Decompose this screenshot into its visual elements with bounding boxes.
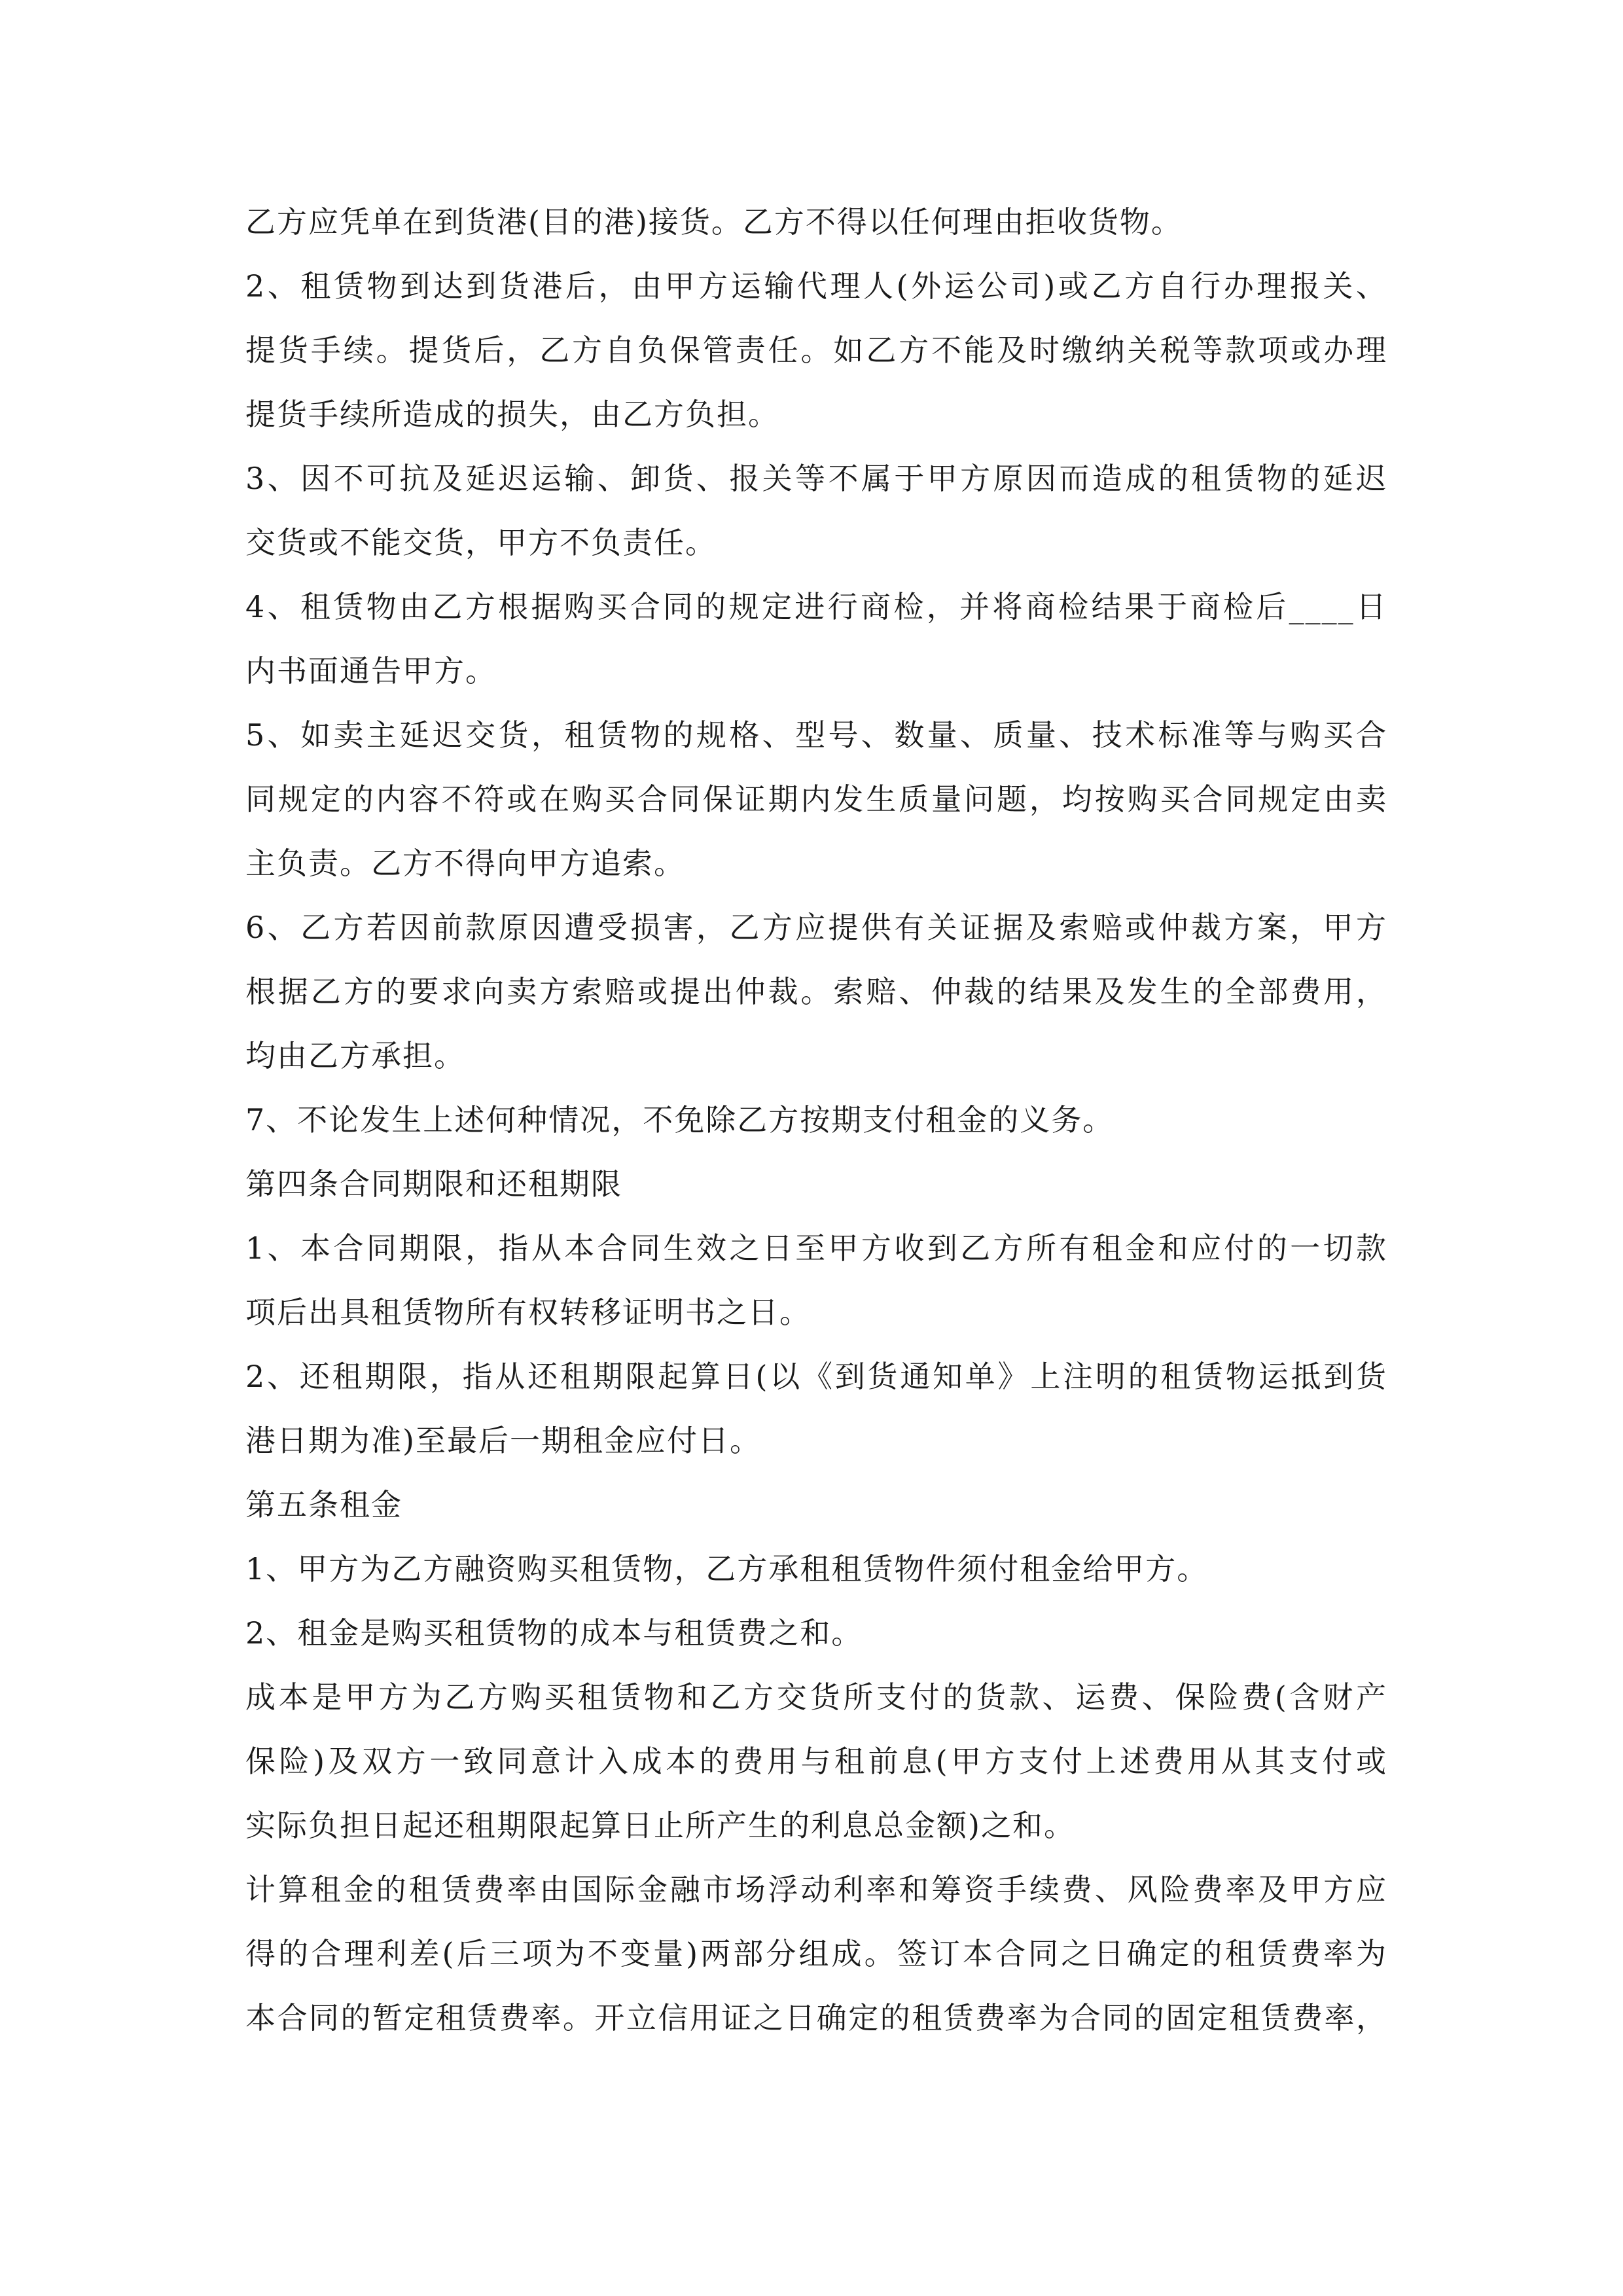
text-line: 主负责。乙方不得向甲方追索。 <box>245 846 685 881</box>
text-line: 同规定的内容不符或在购买合同保证期内发生质量问题，均按购买合同规定由卖 <box>245 781 1387 817</box>
text-line: 1、甲方为乙方融资购买租赁物，乙方承租租赁物件须付租金给甲方。 <box>245 1551 1209 1587</box>
text-line: 7、不论发生上述何种情况，不免除乙方按期支付租金的义务。 <box>245 1102 1115 1138</box>
text-line: 4、租赁物由乙方根据购买合同的规定进行商检，并将商检结果于商检后____日 <box>245 589 1387 624</box>
text-line: 1、本合同期限，指从本合同生效之日至甲方收到乙方所有租金和应付的一切款 <box>245 1230 1387 1266</box>
text-line: 乙方应凭单在到货港(目的港)接货。乙方不得以任何理由拒收货物。 <box>245 204 1183 240</box>
text-line: 均由乙方承担。 <box>245 1038 465 1073</box>
text-line: 项后出具租赁物所有权转移证明书之日。 <box>245 1295 811 1330</box>
text-line: 6、乙方若因前款原因遭受损害，乙方应提供有关证据及索赔或仲裁方案，甲方 <box>245 910 1387 945</box>
text-line: 得的合理利差(后三项为不变量)两部分组成。签订本合同之日确定的租赁费率为 <box>245 1936 1387 1971</box>
document-body <box>245 190 1387 2050</box>
text-line: 根据乙方的要求向卖方索赔或提出仲裁。索赔、仲裁的结果及发生的全部费用， <box>245 974 1387 1009</box>
text-line: 5、如卖主延迟交货，租赁物的规格、型号、数量、质量、技术标准等与购买合 <box>245 717 1387 753</box>
text-line: 实际负担日起还租期限起算日止所产生的利息总金额)之和。 <box>245 1808 1075 1843</box>
text-line: 3、因不可抗及延迟运输、卸货、报关等不属于甲方原因而造成的租赁物的延迟 <box>245 461 1387 496</box>
text-line: 本合同的暂定租赁费率。开立信用证之日确定的租赁费率为合同的固定租赁费率， <box>245 2000 1387 2036</box>
section-heading: 第四条合同期限和还租期限 <box>245 1166 622 1202</box>
text-line: 计算租金的租赁费率由国际金融市场浮动利率和筹资手续费、风险费率及甲方应 <box>245 1872 1387 1907</box>
text-line: 提货手续所造成的损失，由乙方负担。 <box>245 397 779 432</box>
text-line: 2、租金是购买租赁物的成本与租赁费之和。 <box>245 1615 863 1651</box>
text-line: 提货手续。提货后，乙方自负保管责任。如乙方不能及时缴纳关税等款项或办理 <box>245 332 1387 368</box>
section-heading: 第五条租金 <box>245 1487 402 1522</box>
text-line: 2、还租期限，指从还租期限起算日(以《到货通知单》上注明的租赁物运抵到货 <box>245 1359 1387 1394</box>
text-line: 2、租赁物到达到货港后，由甲方运输代理人(外运公司)或乙方自行办理报关、 <box>245 268 1387 304</box>
text-line: 港日期为准)至最后一期租金应付日。 <box>245 1423 761 1458</box>
text-line: 内书面通告甲方。 <box>245 653 497 689</box>
text-line: 交货或不能交货，甲方不负责任。 <box>245 525 717 560</box>
text-line: 成本是甲方为乙方购买租赁物和乙方交货所支付的货款、运费、保险费(含财产 <box>245 1679 1387 1715</box>
text-line: 保险)及双方一致同意计入成本的费用与租前息(甲方支付上述费用从其支付或 <box>245 1744 1387 1779</box>
